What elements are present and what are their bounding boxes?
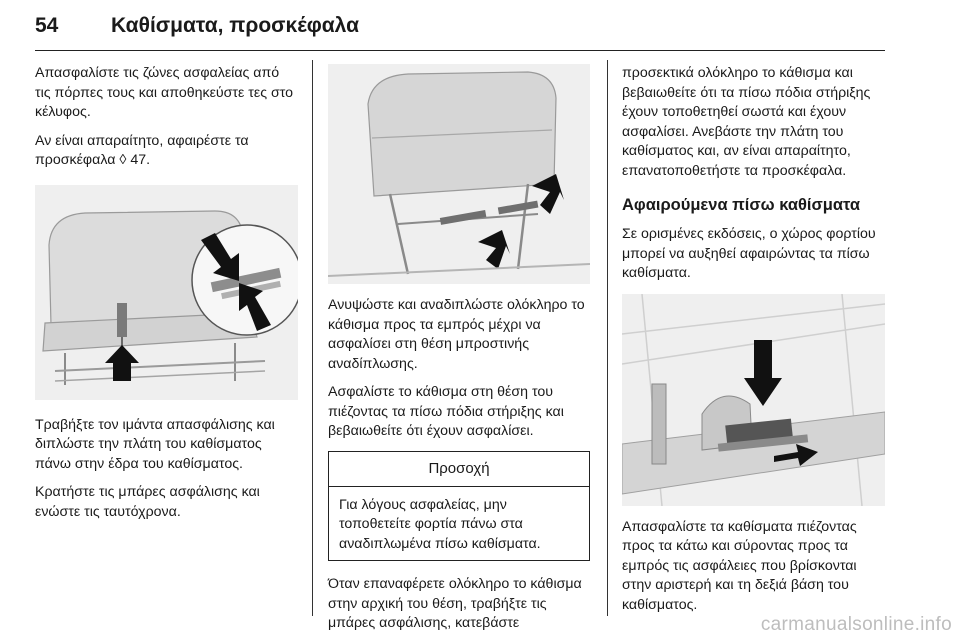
seat-removal-illustration: [622, 294, 885, 506]
column-divider: [312, 60, 313, 616]
page-header: [35, 14, 885, 48]
paragraph: Απασφαλίστε τα καθίσματα πιέζοντας προς τα κάτω και σύροντας προς τα εμπρός τις ασφάλειες που βρίσκονται στην αριστερή και τη δεξιά βάση του καθίσματος.: [622, 518, 857, 613]
paragraph: Τραβήξτε τον ιμάντα απασφάλισης και διπλώστε την πλάτη του καθίσματος πάνω στην έδρα του καθίσματος.: [35, 416, 275, 472]
paragraph: [35, 132, 298, 171]
section-heading: Αφαιρούμενα πίσω καθίσματα: [622, 196, 861, 214]
page-number: 54: [35, 14, 59, 37]
paragraph: Ασφαλίστε το κάθισμα στη θέση του πιέζοντας τα πίσω πόδια στήριξης και βεβαιωθείτε ότι έχουν ασφαλίσει.: [328, 384, 564, 439]
caution-text: Για λόγους ασφαλείας, μην τοποθετείτε φορτία πάνω στα αναδιπλωμένα πίσω καθίσματα.: [339, 496, 541, 552]
seat-forward-fold-illustration: [328, 64, 590, 284]
column-3: [622, 64, 885, 624]
paragraph: Ανυψώστε και αναδιπλώστε ολόκληρο το κάθισμα προς τα εμπρός μέχρι να ασφαλίσει στη θέση μπροστινής αναδίπλωσης.: [328, 297, 585, 372]
page-reference-icon: ◊: [119, 152, 127, 168]
caution-box: [328, 451, 590, 562]
paragraph: Όταν επαναφέρετε ολόκληρο το κάθισμα στην αρχική του θέση, τραβήξτε τις μπάρες ασφάλισης, κατεβάστε: [328, 576, 582, 631]
paragraph: Κρατήστε τις μπάρες ασφάλισης και ενώστε τις ταυτόχρονα.: [35, 484, 260, 520]
paragraph: Απασφαλίστε τις ζώνες ασφαλείας από τις πόρπες τους και αποθηκεύστε τες στο κέλυφος.: [35, 65, 294, 120]
column-2: [328, 64, 590, 643]
column-divider: [607, 60, 608, 616]
paragraph-text: Αν είναι απαραίτητο, αφαιρέστε τα προσκέφαλα: [35, 132, 249, 168]
seat-fold-illustration: [35, 185, 298, 400]
page-title: Καθίσματα, προσκέφαλα: [111, 14, 359, 37]
seat-back-release-diagram: [35, 185, 298, 400]
seat-folded-forward-diagram: [328, 64, 590, 284]
column-1: [35, 64, 298, 531]
page-reference: 47.: [130, 152, 151, 168]
header-divider: [35, 50, 885, 51]
watermark: carmanualsonline.info: [760, 614, 952, 635]
paragraph: Σε ορισμένες εκδόσεις, ο χώρος φορτίου μπορεί να αυξηθεί αφαιρώντας τα πίσω καθίσματα.: [622, 226, 876, 281]
caution-title: Προσοχή: [329, 452, 589, 487]
paragraph: προσεκτικά ολόκληρο το κάθισμα και βεβαιωθείτε ότι τα πίσω πόδια στήριξης έχουν τοποθετηθεί σωστά και έχουν ασφαλίσει. Ανεβάστε την πλάτη του καθίσματος και, αν είναι απαραίτητο, επανατοποθετήστε τα προσκέφαλα.: [622, 65, 871, 179]
seat-lock-release-diagram: [622, 294, 885, 506]
